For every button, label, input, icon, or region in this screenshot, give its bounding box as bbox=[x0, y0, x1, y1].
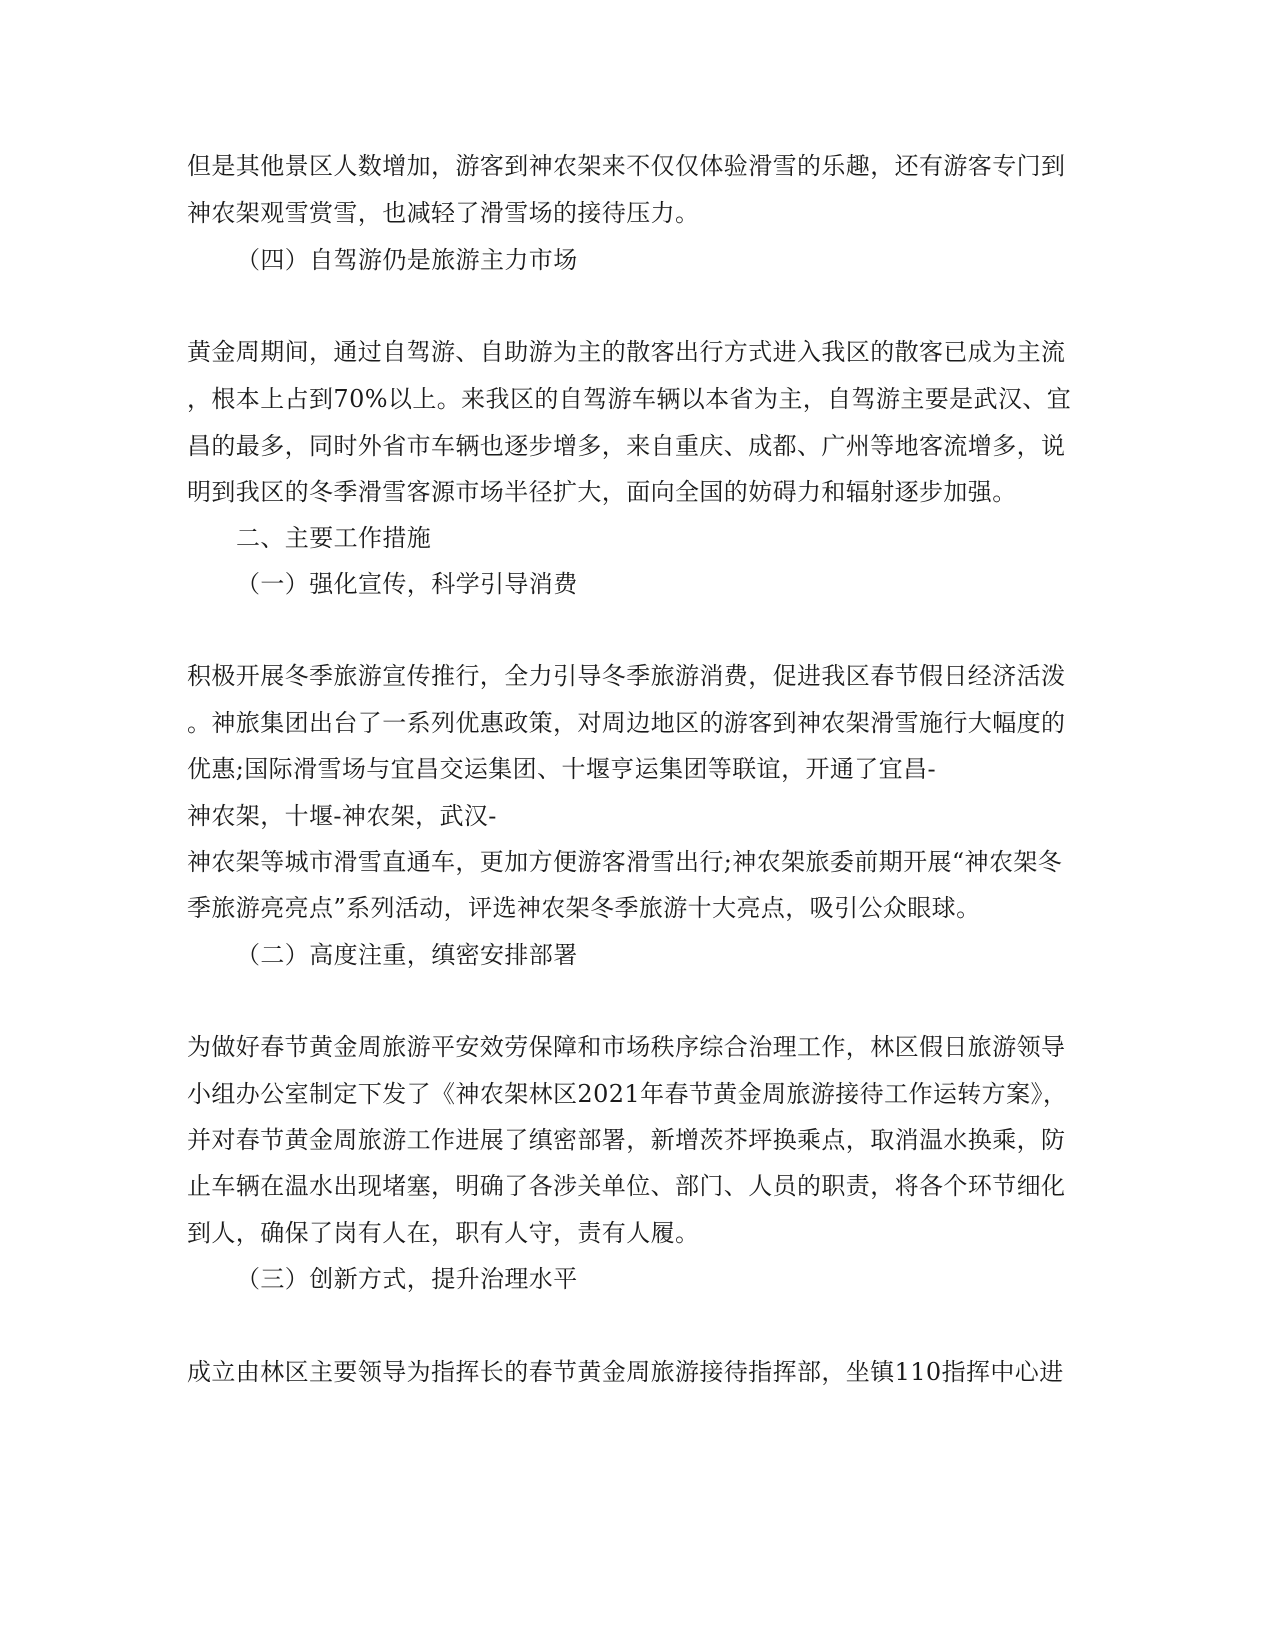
body-text-line: 季旅游亮亮点”系列活动，评选神农架冬季旅游十大亮点，吸引公众眼球。 bbox=[187, 894, 981, 922]
body-text-line: 。神旅集团出台了一系列优惠政策，对周边地区的游客到神农架滑雪施行大幅度的 bbox=[187, 709, 1066, 737]
body-text-line: 止车辆在温水出现堵塞，明确了各涉关单位、部门、人员的职责，将各个环节细化 bbox=[187, 1172, 1066, 1200]
section-heading: 二、主要工作措施 bbox=[236, 524, 432, 552]
body-text-line: 神农架，十堰-神农架，武汉- bbox=[187, 802, 497, 830]
body-text-line: 积极开展冬季旅游宣传推行，全力引导冬季旅游消费，促进我区春节假日经济活泼 bbox=[187, 662, 1066, 690]
body-text-line: 小组办公室制定下发了《神农架林区2021年春节黄金周旅游接待工作运转方案》， bbox=[187, 1080, 1068, 1108]
body-text-line: 黄金周期间，通过自驾游、自助游为主的散客出行方式进入我区的散客已成为主流 bbox=[187, 338, 1066, 366]
body-text-line: 昌的最多，同时外省市车辆也逐步增多，来自重庆、成都、广州等地客流增多，说 bbox=[187, 432, 1066, 460]
body-text-line: 神农架观雪赏雪，也减轻了滑雪场的接待压力。 bbox=[187, 199, 700, 227]
section-heading: （三）创新方式，提升治理水平 bbox=[236, 1265, 578, 1293]
section-heading: （一）强化宣传，科学引导消费 bbox=[236, 570, 578, 598]
body-text-line: 并对春节黄金周旅游工作进展了缜密部署，新增茨芥坪换乘点，取消温水换乘，防 bbox=[187, 1126, 1066, 1154]
body-text-line: 到人，确保了岗有人在，职有人守，责有人履。 bbox=[187, 1219, 700, 1247]
body-text-line: 成立由林区主要领导为指挥长的春节黄金周旅游接待指挥部，坐镇110指挥中心进 bbox=[187, 1358, 1064, 1386]
section-heading: （二）高度注重，缜密安排部署 bbox=[236, 941, 578, 969]
body-text-line: 但是其他景区人数增加，游客到神农架来不仅仅体验滑雪的乐趣，还有游客专门到 bbox=[187, 152, 1066, 180]
section-heading: （四）自驾游仍是旅游主力市场 bbox=[236, 246, 578, 274]
body-text-line: ，根本上占到70%以上。来我区的自驾游车辆以本省为主，自驾游主要是武汉、宜 bbox=[187, 385, 1072, 413]
body-text-line: 为做好春节黄金周旅游平安效劳保障和市场秩序综合治理工作，林区假日旅游领导 bbox=[187, 1033, 1066, 1061]
body-text-line: 优惠;国际滑雪场与宜昌交运集团、十堰亨运集团等联谊，开通了宜昌- bbox=[187, 755, 936, 783]
body-text-line: 神农架等城市滑雪直通车，更加方便游客滑雪出行;神农架旅委前期开展“神农架冬 bbox=[187, 848, 1063, 876]
body-text-line: 明到我区的冬季滑雪客源市场半径扩大，面向全国的妨碍力和辐射逐步加强。 bbox=[187, 478, 1017, 506]
